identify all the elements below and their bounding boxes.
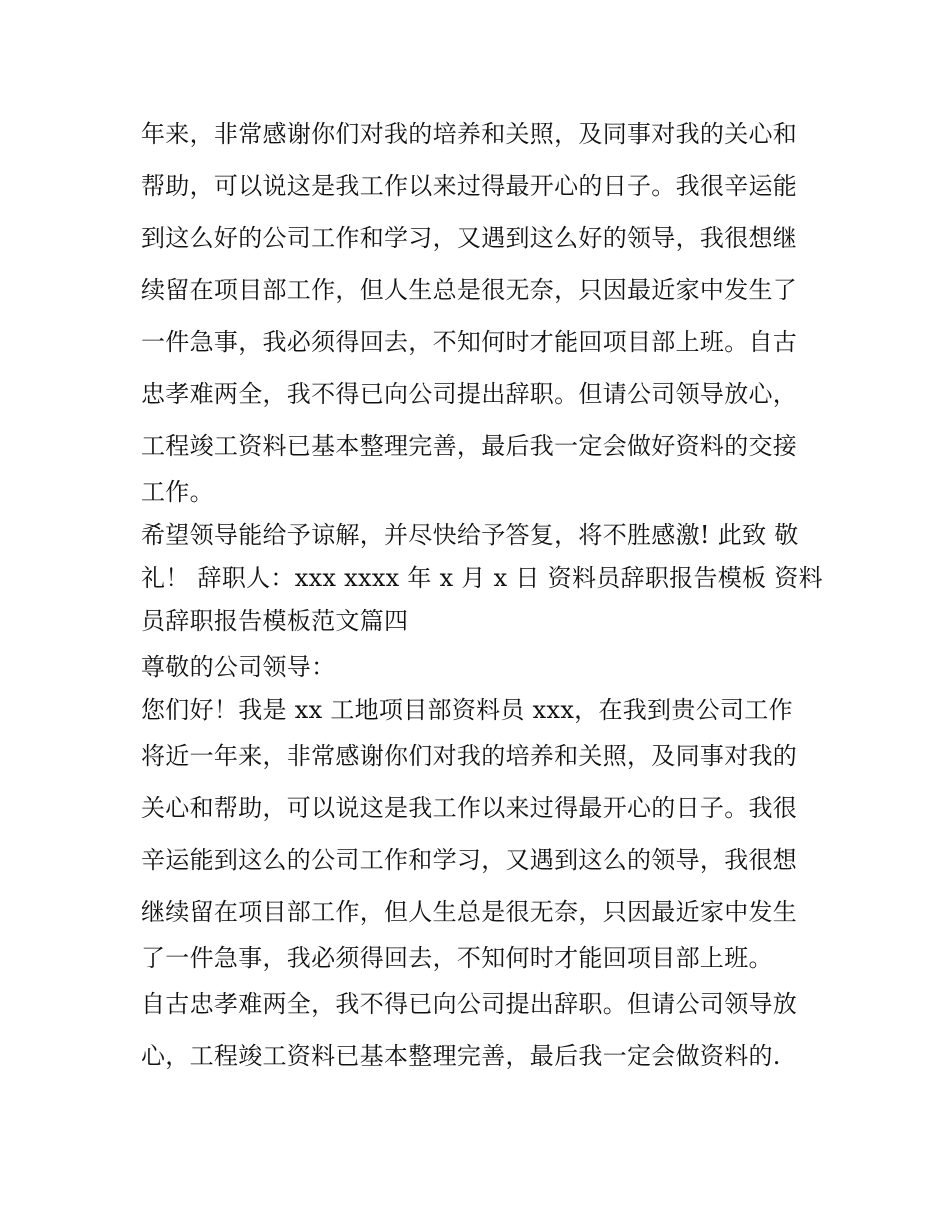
text-line: 一件急事，我必须得回去，不知何时才能回项目部上班。自古	[141, 328, 798, 356]
text-line: 关心和帮助，可以说这是我工作以来过得最开心的日子。我很	[141, 794, 798, 822]
text-line: 礼！ 辞职人：xxx xxxx 年 x 月 x 日 资料员辞职报告模板 资料	[141, 564, 823, 592]
salutation: 尊敬的公司领导：	[141, 653, 336, 681]
text-line: 了一件急事，我必须得回去，不知何时才能回项目部上班。	[141, 944, 773, 972]
text-line: 年来，非常感谢你们对我的培养和关照，及同事对我的关心和	[141, 120, 798, 148]
text-line: 您们好！我是 xx 工地项目部资料员 xxx，在我到贵公司工作	[141, 696, 793, 724]
text-line: 续留在项目部工作，但人生总是很无奈，只因最近家中发生了	[141, 276, 798, 304]
text-line: 员辞职报告模板范文篇四	[141, 607, 409, 635]
text-line: 心，工程竣工资料已基本整理完善，最后我一定会做资料的.	[141, 1042, 781, 1070]
text-line: 工作。	[141, 478, 214, 506]
text-line: 继续留在项目部工作，但人生总是很无奈，只因最近家中发生	[141, 898, 798, 926]
document-body	[141, 108, 821, 1082]
text-line: 自古忠孝难两全，我不得已向公司提出辞职。但请公司领导放	[141, 990, 798, 1018]
text-line: 工程竣工资料已基本整理完善，最后我一定会做好资料的交接	[141, 432, 798, 460]
text-line: 将近一年来，非常感谢你们对我的培养和关照，及同事对我的	[141, 742, 798, 770]
text-line: 辛运能到这么的公司工作和学习，又遇到这么的领导，我很想	[141, 846, 798, 874]
text-line: 到这么好的公司工作和学习，又遇到这么好的领导，我很想继	[141, 224, 798, 252]
text-line: 帮助，可以说这是我工作以来过得最开心的日子。我很辛运能	[141, 172, 798, 200]
text-line: 希望领导能给予谅解，并尽快给予答复，将不胜感激! 此致 敬	[141, 521, 799, 549]
text-line: 忠孝难两全，我不得已向公司提出辞职。但请公司领导放心，	[141, 380, 798, 408]
